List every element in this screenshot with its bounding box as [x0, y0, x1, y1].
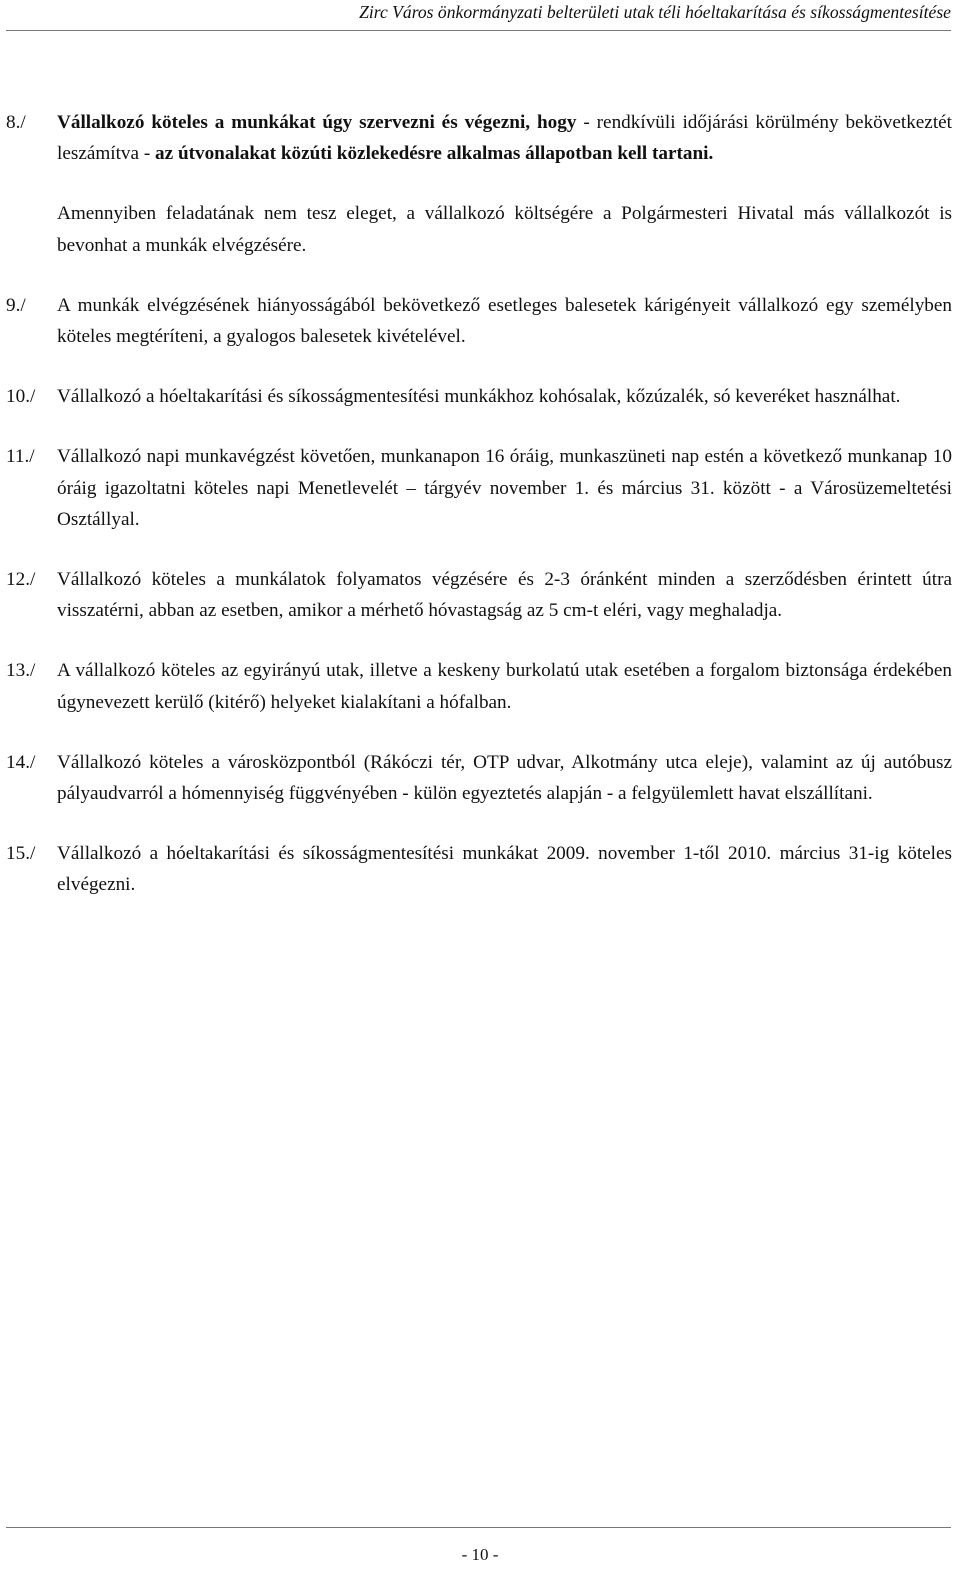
- header-rule: [6, 30, 951, 31]
- footer-rule: [6, 1527, 951, 1528]
- clause-number: 14./: [6, 751, 36, 773]
- clause-bold-text: Vállalkozó köteles a munkákat úgy szervezni és végezni, hogy: [57, 112, 577, 133]
- clause-14: [6, 747, 952, 809]
- clause-number: 13./: [6, 660, 36, 682]
- clause-number: 10./: [6, 386, 36, 408]
- clause-text: Vállalkozó napi munkavégzést követően, munkanapon 16 óráig, munkaszüneti nap estén a következő munkanap 10 óráig igazoltatni köteles napi Menetlevelét – tárgyév november 1. és március 31. között - a Városüzemeltetési Osztállyal.: [57, 446, 952, 530]
- clause-number: 11./: [6, 446, 35, 468]
- clause-text: Vállalkozó a hóeltakarítási és síkosságmentesítési munkákat 2009. november 1-től 2010. március 31-ig köteles elvégezni.: [57, 843, 952, 896]
- clause-text: Vállalkozó köteles a városközpontból (Rákóczi tér, OTP udvar, Alkotmány utca eleje), valamint az új autóbusz pályaudvarról a hómennyiség függvényében - külön egyeztetés alapján - a felgyülemlett havat elszállítani.: [57, 751, 952, 805]
- clause-9: [6, 290, 952, 352]
- running-header: Zirc Város önkormányzati belterületi utak téli hóeltakarítása és síkosságmentesítése: [359, 2, 951, 22]
- clause-12: [6, 564, 952, 626]
- clause-text: Vállalkozó köteles a munkálatok folyamatos végzésére és 2-3 óránként minden a szerződésben érintett útra visszatérni, abban az esetben, amikor a mérhető hóvastagság az 5 cm-t eléri, vagy meghaladja.: [57, 569, 952, 622]
- clause-text: - rendkívüli időjárási körülmény bekövetkeztét leszámítva -: [57, 112, 952, 165]
- clause-15: [6, 838, 952, 900]
- page-number: - 10 -: [461, 1545, 499, 1564]
- clause-text: A munkák elvégzésének hiányosságából bekövetkező esetleges balesetek kárigényeit vállalkozó egy személyben köteles megtéríteni, a gyalogos balesetek kivételével.: [57, 294, 952, 348]
- clause-number: 9./: [6, 294, 26, 316]
- document-body: [6, 107, 952, 930]
- clause-text: Vállalkozó a hóeltakarítási és síkosságmentesítési munkákhoz kohósalak, kőzúzalék, só keveréket használhat.: [57, 386, 901, 408]
- clause-13: [6, 655, 952, 717]
- clause-10: [6, 381, 952, 412]
- clause-11: [6, 441, 952, 535]
- clause-number: 8./: [6, 112, 26, 133]
- clause-8-continuation: Amennyiben feladatának nem tesz eleget, a vállalkozó költségére a Polgármesteri Hivatal más vállalkozót is bevonhat a munkák elvégzésére.: [57, 203, 952, 256]
- clause-8: [6, 107, 952, 169]
- clause-text: A vállalkozó köteles az egyirányú utak, illetve a keskeny burkolatú utak esetében a forgalom biztonsága érdekében úgynevezett kerülő (kitérő) helyeket kialakítani a hófalban.: [57, 660, 952, 713]
- clause-bold-text: az útvonalakat közúti közlekedésre alkalmas állapotban kell tartani.: [155, 143, 714, 165]
- clause-number: 12./: [6, 569, 36, 591]
- clause-number: 15./: [6, 843, 36, 865]
